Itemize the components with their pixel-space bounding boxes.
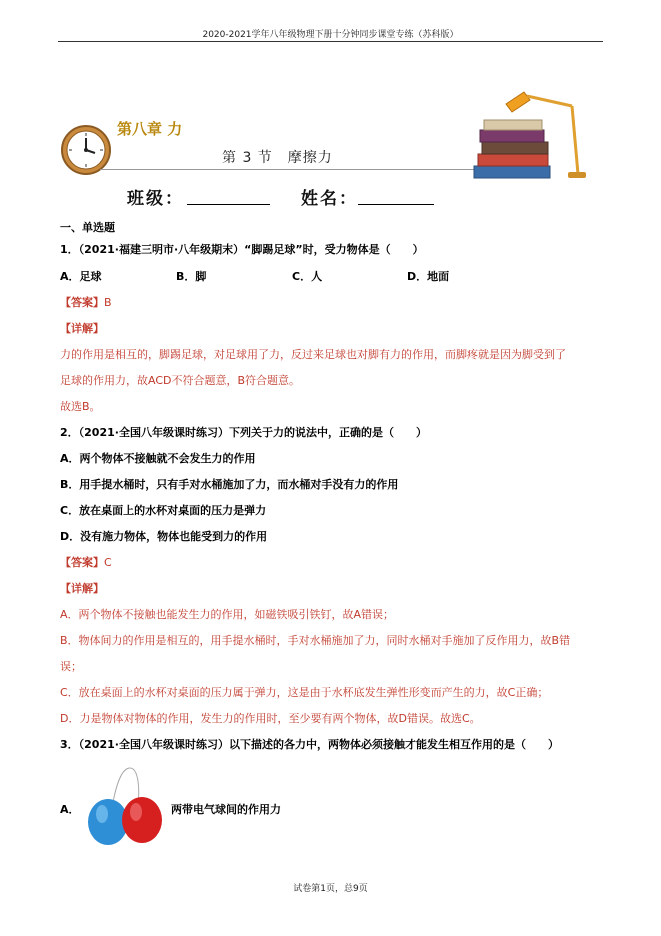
q2-answer: C [104,556,112,569]
name-blank[interactable] [358,190,434,205]
section-title: 第 3 节 摩擦力 [222,150,333,166]
question-1-stem: 1．（2021·福建三明市·八年级期末）“脚踢足球”时，受力物体是（ ） [60,243,424,256]
q1-option-d: D．地面 [407,270,450,283]
name-label: 姓名： [301,189,358,209]
section-heading: 一、单选题 [60,221,115,234]
q2-detail-a: A．两个物体不接触也能发生力的作用，如磁铁吸引铁钉，故A错误； [60,608,395,621]
q2-detail-tag: 【详解】 [60,582,104,595]
q1-option-a: A．足球 [60,270,102,283]
q2-detail-b-line-2: 误； [60,660,82,673]
document-header: 2020-2021学年八年级物理下册十分钟同步课堂专练（苏科版） [202,30,459,40]
class-blank[interactable] [187,190,270,205]
q2-detail-c: C．放在桌面上的水杯对桌面的压力属于弹力，这是由于水杯底发生弹性形变而产生的力，故C正确； [60,686,549,699]
q2-option-b: B．用手提水桶时，只有手对水桶施加了力，而水桶对手没有力的作用 [60,478,399,491]
question-3-stem: 3．（2021·全国八年级课时练习）以下描述的各力中，两物体必须接触才能发生相互作用的是（ ） [60,738,559,751]
q1-option-c: C．人 [292,270,323,283]
class-label: 班级： [127,189,184,209]
q2-detail-b-line-1: B．物体间力的作用是相互的，用手提水桶时，手对水桶施加了力，同时水桶对手施加了反作用力，故B错 [60,634,571,647]
question-2-stem: 2．（2021·全国八年级课时练习）下列关于力的说法中，正确的是（ ） [60,426,427,439]
books-lamp-illustration [472,84,592,184]
q2-detail-d: D．力是物体对物体的作用，发生力的作用时，至少要有两个物体，故D错误。故选C。 [60,712,481,725]
banner-divider [100,169,480,170]
q1-detail-line-1: 力的作用是相互的，脚踢足球，对足球用了力，反过来足球也对脚有力的作用，而脚疼就是因为脚受到了 [60,348,566,361]
q1-option-b: B．脚 [176,270,207,283]
q1-answer: B [104,296,112,309]
page-footer: 试卷第1页，总9页 [293,884,368,894]
q3-option-a-label: A． [60,803,80,816]
chapter-title: 第八章 力 [117,120,183,138]
charged-balloons-image [82,764,168,850]
q2-option-d: D．没有施力物体，物体也能受到力的作用 [60,530,268,543]
q2-option-a: A．两个物体不接触就不会发生力的作用 [60,452,256,465]
header-divider [58,41,603,42]
q1-conclusion: 故选B。 [60,400,101,413]
q1-detail-tag: 【详解】 [60,322,104,335]
q3-option-a-text: 两带电气球间的作用力 [171,803,281,816]
q2-answer-line [60,556,112,570]
q1-answer-line [60,296,112,310]
answer-tag: 【答案】 [60,296,104,309]
q2-option-c: C．放在桌面上的水杯对桌面的压力是弹力 [60,504,267,517]
q1-detail-line-2: 足球的作用力，故ACD不符合题意，B符合题意。 [60,374,301,387]
answer-tag: 【答案】 [60,556,104,569]
